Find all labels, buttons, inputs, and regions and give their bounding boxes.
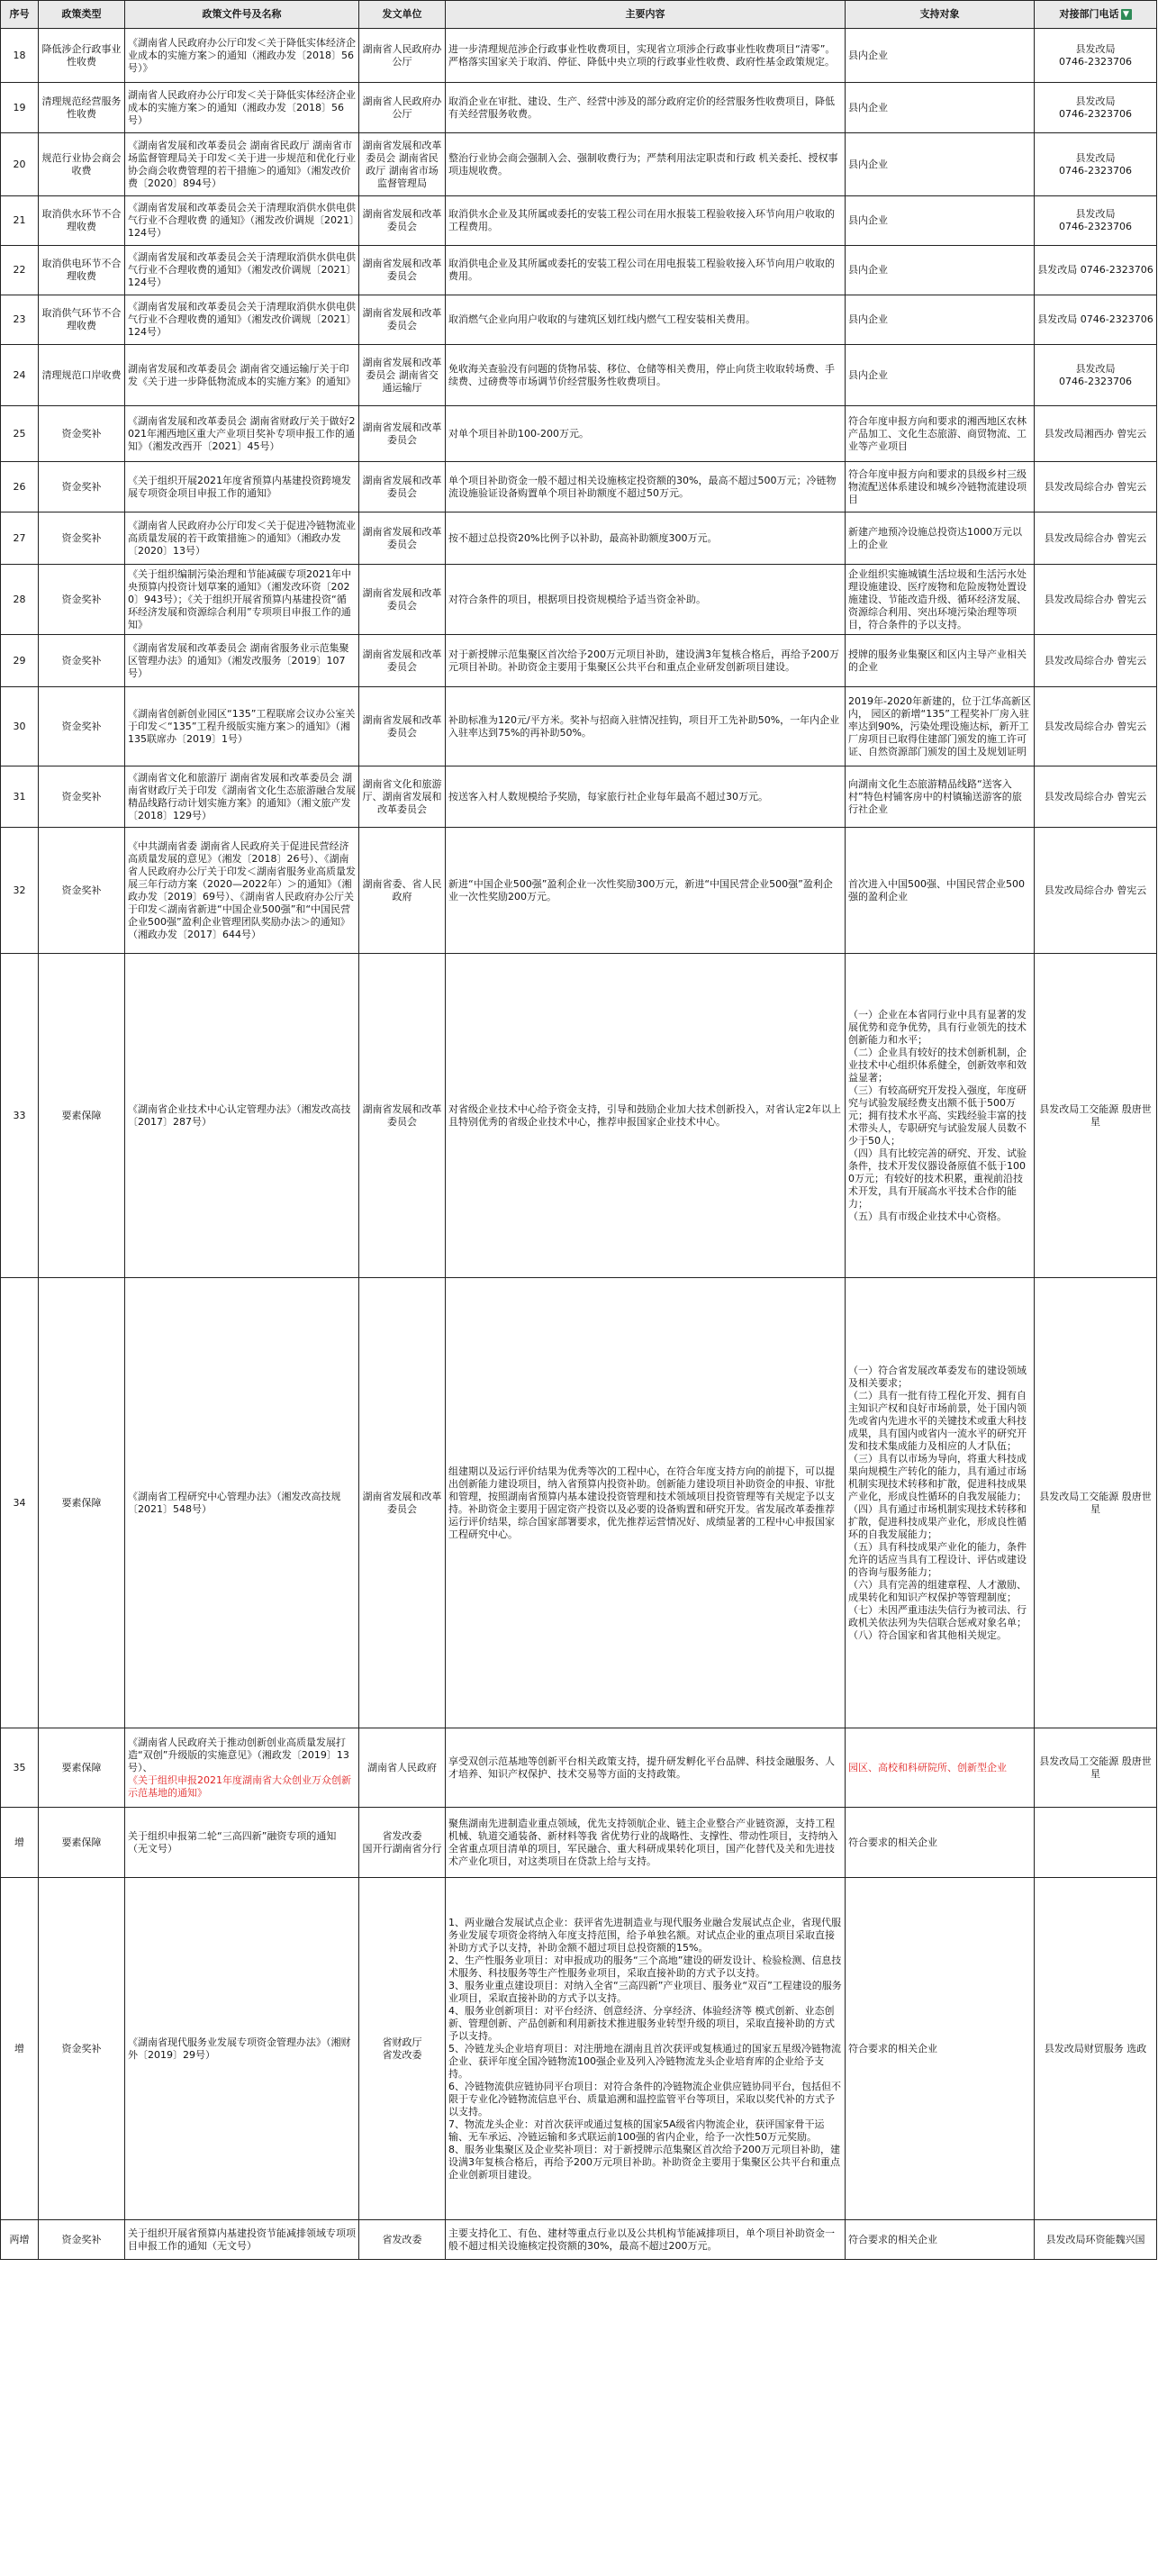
cell-no[interactable]: 35 <box>1 1728 39 1808</box>
table-row <box>1 828 1157 954</box>
cell-main-content-text: 主要支持化工、有色、建材等重点行业以及公共机构节能减排项目，单个项目补助资金一般不超过相关设施核定投资额的30%，最高不超过200万元。 <box>448 2227 835 2252</box>
cell-policy-doc[interactable] <box>125 462 359 512</box>
cell-policy-type[interactable]: 清理规范口岸收费 <box>39 345 125 406</box>
cell-main-content[interactable] <box>446 766 846 828</box>
cell-no[interactable]: 28 <box>1 565 39 635</box>
cell-policy-type[interactable]: 资金奖补 <box>39 828 125 954</box>
cell-policy-type[interactable]: 取消供电环节不合理收费 <box>39 246 125 295</box>
cell-main-content[interactable] <box>446 1878 846 2220</box>
cell-contact[interactable]: 县发改局湘西办 曾宪云 <box>1035 406 1157 462</box>
cell-contact[interactable]: 县发改局综合办 曾宪云 <box>1035 687 1157 766</box>
cell-contact[interactable]: 县发改局工交能源 殷唐世星 <box>1035 1728 1157 1808</box>
cell-main-content-text: 4、服务业创新项目：对平台经济、创意经济、分享经济、体验经济等 模式创新、业态创新、管理创新、产品创新和利用新技术推进服务业转型升级的项目，采取直接补助的方式予以支持。 <box>448 2004 835 2042</box>
cell-issuer[interactable]: 湖南省人民政府办公厅 <box>359 83 446 133</box>
cell-policy-type[interactable]: 清理规范经营服务性收费 <box>39 83 125 133</box>
cell-policy-doc[interactable] <box>125 29 359 83</box>
cell-policy-doc-text: 关于组织开展省预算内基建投资节能减排领域专项项目申报工作的通知（无文号） <box>128 2227 356 2252</box>
cell-policy-doc[interactable] <box>125 345 359 406</box>
cell-contact[interactable]: 县发改局 0746-2323706 <box>1035 83 1157 133</box>
cell-contact[interactable]: 县发改局环资能魏兴国 <box>1035 2220 1157 2260</box>
cell-policy-doc-text: 《湖南省现代服务业发展专项资金管理办法》（湘财外〔2019〕29号） <box>128 2036 351 2061</box>
table-row <box>1 1278 1157 1728</box>
cell-main-content[interactable] <box>446 565 846 635</box>
cell-issuer[interactable]: 湖南省发展和改革委员会 <box>359 196 446 246</box>
cell-policy-doc-text: 《湖南省发展和改革委员会关于清理取消供水供电供气行业不合理收费 的通知》（湘发改价调规〔2021〕124号） <box>128 202 356 239</box>
cell-support-target[interactable] <box>846 462 1035 512</box>
cell-contact[interactable]: 县发改局综合办 曾宪云 <box>1035 766 1157 828</box>
cell-main-content[interactable] <box>446 1728 846 1808</box>
cell-contact[interactable]: 县发改局综合办 曾宪云 <box>1035 828 1157 954</box>
cell-main-content[interactable] <box>446 295 846 345</box>
cell-policy-type[interactable]: 取消供水环节不合理收费 <box>39 196 125 246</box>
cell-policy-doc[interactable] <box>125 1278 359 1728</box>
cell-no[interactable]: 22 <box>1 246 39 295</box>
cell-support-target[interactable] <box>846 1808 1035 1878</box>
cell-main-content-text: 享受双创示范基地等创新平台相关政策支持，提升研发孵化平台品牌、科技金融服务、人才培养、知识产权保护、技术交易等方面的支持政策。 <box>448 1755 835 1780</box>
cell-policy-doc[interactable] <box>125 1878 359 2220</box>
cell-policy-doc[interactable] <box>125 196 359 246</box>
cell-main-content[interactable] <box>446 196 846 246</box>
table-row <box>1 1728 1157 1808</box>
cell-support-target-text: 新建产地预冷设施总投资达1000万元以上的企业 <box>848 525 1022 550</box>
table-row <box>1 29 1157 83</box>
cell-policy-doc-text: 《湖南省企业技术中心认定管理办法》（湘发改高技〔2017〕287号） <box>128 1102 351 1128</box>
cell-main-content-text: 对单个项目补助100-200万元。 <box>448 427 589 440</box>
cell-no[interactable]: 29 <box>1 635 39 687</box>
cell-main-content-text: 取消供水企业及其所属或委托的安装工程公司在用水报装工程验收接入环节向用户收取的工程费用。 <box>448 208 835 232</box>
cell-policy-doc[interactable] <box>125 295 359 345</box>
cell-main-content[interactable] <box>446 828 846 954</box>
cell-no[interactable]: 30 <box>1 687 39 766</box>
cell-policy-doc-text: 《湖南省文化和旅游厅 湖南省发展和改革委员会 湖南省财政厅关于印发《湖南省文化生态旅游融合发展精品线路行动计划实施方案》的通知》（湘文旅产发〔2018〕129号） <box>128 771 356 821</box>
cell-policy-type[interactable]: 资金奖补 <box>39 635 125 687</box>
cell-support-target[interactable] <box>846 345 1035 406</box>
cell-policy-doc[interactable] <box>125 2220 359 2260</box>
cell-issuer[interactable]: 省发改委 国开行湖南省分行 <box>359 1808 446 1878</box>
cell-policy-doc[interactable] <box>125 766 359 828</box>
cell-support-target-text: 授牌的服务业集聚区和区内主导产业相关的企业 <box>848 648 1027 673</box>
cell-support-target[interactable] <box>846 29 1035 83</box>
cell-policy-type[interactable]: 要素保障 <box>39 1728 125 1808</box>
cell-support-target-text: 符合要求的相关企业 <box>848 2233 937 2245</box>
cell-no[interactable]: 增 <box>1 1808 39 1878</box>
cell-contact[interactable]: 县发改局综合办 曾宪云 <box>1035 565 1157 635</box>
cell-policy-doc-text: 《湖南省人民政府办公厅印发＜关于降低实体经济企业成本的实施方案＞的通知（湘政办发〔2018〕56号）》 <box>128 36 356 74</box>
cell-main-content-text: 对于新授牌示范集聚区首次给予200万元项目补助，建设满3年复核合格后，再给予200万元项目补助。补助资金主要用于集聚区公共平台和重点企业研发创新项目建设。 <box>448 648 839 673</box>
cell-policy-doc[interactable] <box>125 565 359 635</box>
cell-support-target[interactable] <box>846 828 1035 954</box>
cell-support-target-text: 县内企业 <box>848 368 888 381</box>
cell-policy-doc-text: 《湖南省发展和改革委员会 湖南省民政厅 湖南省市场监督管理局关于印发＜关于进一步规范和优化行业协会商会收费管理的若干措施＞的通知》（湘发改价费〔2020〕894号） <box>128 139 356 189</box>
cell-support-target-text: （二）具有一批有待工程化开发、拥有自主知识产权和良好市场前景，处于国内领先或省内先进水平的关键技术或重大科技成果，具有国内或省内一流水平的研究开发和技术集成能力及相应的人才队伍； <box>848 1389 1027 1452</box>
cell-main-content[interactable] <box>446 635 846 687</box>
cell-main-content[interactable] <box>446 345 846 406</box>
cell-support-target-text: 园区、高校和科研院所、创新型企业 <box>848 1761 1007 1773</box>
cell-issuer[interactable]: 湖南省发展和改革委员会 <box>359 954 446 1278</box>
cell-main-content-text: 按不超过总投资20%比例予以补助，最高补助额度300万元。 <box>448 531 718 544</box>
cell-policy-type[interactable]: 取消供气环节不合理收费 <box>39 295 125 345</box>
header-no[interactable]: 序号 <box>1 1 39 29</box>
cell-main-content[interactable] <box>446 1808 846 1878</box>
cell-support-target-text: 县内企业 <box>848 313 888 325</box>
table-row <box>1 83 1157 133</box>
cell-main-content-text: 6、冷链物流供应链协同平台项目：对符合条件的冷链物流企业供应链协同平台，包括但不限于专业化冷链物流信息平台、质量追溯和温控监管平台等项目，采取以奖代补的方式予以支持。 <box>448 2080 841 2118</box>
cell-policy-type[interactable]: 降低涉企行政事业性收费 <box>39 29 125 83</box>
cell-support-target[interactable] <box>846 196 1035 246</box>
cell-main-content-text: 取消供电企业及其所属或委托的安装工程公司在用电报装工程验收接入环节向用户收取的费用。 <box>448 258 835 282</box>
cell-main-content-text: 免收海关查验没有问题的货物吊装、移位、仓储等相关费用，停止向货主收取转场费、手续费、过磅费等市场调节价经营服务性收费项目。 <box>448 362 835 387</box>
cell-main-content-text: 5、冷链龙头企业培育项目：对注册地在湖南且首次获评或复核通过的国家五星级冷链物流企业、获评年度全国冷链物流100强企业及列入冷链物流龙头企业培育库的企业给予支持。 <box>448 2042 841 2080</box>
cell-support-target[interactable] <box>846 954 1035 1278</box>
cell-main-content[interactable] <box>446 406 846 462</box>
cell-support-target-text: 县内企业 <box>848 264 888 276</box>
cell-policy-type[interactable]: 资金奖补 <box>39 2220 125 2260</box>
cell-support-target-text: 县内企业 <box>848 214 888 226</box>
table-row <box>1 462 1157 512</box>
cell-contact[interactable]: 县发改局综合办 曾宪云 <box>1035 512 1157 565</box>
cell-no[interactable]: 24 <box>1 345 39 406</box>
cell-issuer[interactable]: 湖南省发展和改革委员会 <box>359 406 446 462</box>
cell-issuer[interactable]: 湖南省委、省人民政府 <box>359 828 446 954</box>
cell-no[interactable]: 31 <box>1 766 39 828</box>
table-row <box>1 1808 1157 1878</box>
cell-support-target-text: 县内企业 <box>848 49 888 61</box>
cell-policy-doc[interactable] <box>125 406 359 462</box>
cell-policy-type[interactable]: 要素保障 <box>39 1808 125 1878</box>
cell-contact[interactable]: 县发改局工交能源 殷唐世星 <box>1035 954 1157 1278</box>
table-row <box>1 295 1157 345</box>
cell-support-target-text: 2019年-2020年新建的，位于江华高新区内， 园区的新增“135”工程奖补厂房入驻率达到90%，污染处理设施达标，新开工厂房项目已取得住建部门颁发的施工许可证、自然资源部门颁发的国土及规划证明 <box>848 694 1031 757</box>
cell-no[interactable]: 26 <box>1 462 39 512</box>
cell-support-target[interactable] <box>846 512 1035 565</box>
cell-issuer[interactable]: 省财政厅 省发改委 <box>359 1878 446 2220</box>
cell-support-target-text: （四）具有比较完善的研究、开发、试验条件，技术开发仪器设备原值不低于1000万元；有较好的技术积累，重视前沿技术开发，具有开展高水平技术合作的能力； <box>848 1147 1027 1210</box>
cell-support-target-text: 县内企业 <box>848 101 888 113</box>
cell-support-target[interactable] <box>846 1728 1035 1808</box>
table-body <box>1 29 1157 2260</box>
cell-contact[interactable]: 县发改局 0746-2323706 <box>1035 345 1157 406</box>
table-row <box>1 512 1157 565</box>
cell-policy-doc[interactable] <box>125 687 359 766</box>
table-row <box>1 246 1157 295</box>
cell-main-content-text: 新进“中国企业500强”盈利企业一次性奖励300万元，新进“中国民营企业500强”盈利企业一次性奖励200万元。 <box>448 877 833 903</box>
cell-support-target[interactable] <box>846 406 1035 462</box>
cell-issuer[interactable]: 湖南省发展和改革委员会 <box>359 462 446 512</box>
cell-issuer[interactable]: 湖南省发展和改革委员会 <box>359 295 446 345</box>
cell-policy-doc[interactable] <box>125 828 359 954</box>
table-row <box>1 565 1157 635</box>
table-row <box>1 2220 1157 2260</box>
cell-policy-doc-text: 《关于组织开展2021年度省预算内基建投资跨境发展专项资金项目申报工作的通知》 <box>128 474 351 499</box>
cell-policy-doc[interactable] <box>125 133 359 196</box>
cell-main-content-text: 对符合条件的项目，根据项目投资规模给予适当资金补助。 <box>448 593 706 605</box>
cell-policy-doc-text: 《湖南省发展和改革委员会 湖南省财政厅关于做好2021年湘西地区重大产业项目奖补专项申报工作的通知》（湘发改西开〔2021〕45号） <box>128 414 356 452</box>
cell-issuer[interactable]: 湖南省发展和改革委员会 <box>359 687 446 766</box>
cell-no[interactable]: 33 <box>1 954 39 1278</box>
cell-issuer[interactable]: 湖南省发展和改革委员会 <box>359 1278 446 1728</box>
cell-policy-type[interactable]: 资金奖补 <box>39 512 125 565</box>
cell-main-content[interactable] <box>446 512 846 565</box>
cell-issuer[interactable]: 省发改委 <box>359 2220 446 2260</box>
cell-contact[interactable]: 县发改局综合办 曾宪云 <box>1035 462 1157 512</box>
cell-main-content-text: 补助标准为120元/平方米。奖补与招商入驻情况挂钩，项目开工先补助50%，一年内企业入驻率达到75%的再补助50%。 <box>448 713 840 739</box>
cell-policy-doc-text: 《关于组织申报2021年度湖南省大众创业万众创新示范基地的通知》 <box>128 1773 351 1799</box>
cell-policy-doc-text: 《湖南省发展和改革委员会关于清理取消供水供电供气行业不合理收费的通知》（湘发改价调规〔2021〕124号） <box>128 251 356 288</box>
header-contact[interactable] <box>1035 1 1157 29</box>
cell-main-content-text: 取消燃气企业向用户收取的与建筑区划红线内燃气工程安装相关费用。 <box>448 313 755 325</box>
cell-policy-type[interactable]: 资金奖补 <box>39 766 125 828</box>
cell-support-target-text: 向湖南文化生态旅游精品线路“送客入村”特色村铺客房中的村镇输送游客的旅行社企业 <box>848 777 1022 815</box>
cell-main-content[interactable] <box>446 1278 846 1728</box>
cell-main-content-text: 8、服务业集聚区及企业奖补项目：对于新授牌示范集聚区首次给予200万元项目补助，建设满3年复核合格后，再给予200万元项目补助。补助资金主要用于集聚区公共平台和重点企业创新项目建设。 <box>448 2143 840 2181</box>
cell-support-target[interactable] <box>846 1878 1035 2220</box>
header-doc[interactable]: 政策文件号及名称 <box>125 1 359 29</box>
cell-contact[interactable]: 县发改局工交能源 殷唐世星 <box>1035 1278 1157 1728</box>
cell-main-content-text: 1、两业融合发展试点企业：获评省先进制造业与现代服务业融合发展试点企业，省现代服务业发展专项资金将纳入年度支持范围，给予单独名额。对试点企业的重点项目采取直接补助方式予以支持，补助金额不超过项目总投资额的15%。 <box>448 1916 841 1954</box>
cell-policy-doc[interactable] <box>125 1728 359 1808</box>
cell-support-target-text: （五）具有科技成果产业化的能力，条件允许的话应当具有工程设计、评估或建设的咨询与服务能力； <box>848 1540 1027 1578</box>
cell-contact[interactable]: 县发改局 0746-2323706 <box>1035 133 1157 196</box>
cell-main-content-text: 取消企业在审批、建设、生产、经营中涉及的部分政府定价的经营服务性收费项目，降低有关经营服务收费。 <box>448 95 835 120</box>
cell-policy-doc-text: 《湖南省人民政府关于推动创新创业高质量发展打造“双创”升级版的实施意见》（湘政发〔2019〕13号）、 <box>128 1736 349 1773</box>
cell-contact[interactable]: 县发改局 0746-2323706 <box>1035 196 1157 246</box>
cell-main-content-text: 组建期以及运行评价结果为优秀等次的工程中心，在符合年度支持方向的前提下，可以提出创新能力建设项目，纳入省预算内投资补助。创新能力建设项目补助资金的申报、审批和管理，按照湖南省预算内基本建设投资管理和技术领域项目投资管理等有关规定予以支持。补助资金主要用于固定资产投资以及必要的设备购置和研究开发。省发展改革委推荐运行评价结果，综合国家部署要求，优先推荐运营情况好、成绩显著的工程中心申报国家工程研究中心。 <box>448 1465 835 1540</box>
cell-support-target-text: （六）具有完善的组建章程、人才激励、成果转化和知识产权保护等管理制度； <box>848 1578 1027 1603</box>
cell-issuer[interactable]: 湖南省人民政府办公厅 <box>359 29 446 83</box>
cell-contact[interactable]: 县发改局综合办 曾宪云 <box>1035 635 1157 687</box>
cell-policy-doc[interactable] <box>125 635 359 687</box>
cell-policy-type[interactable]: 要素保障 <box>39 1278 125 1728</box>
cell-main-content-text: 对省级企业技术中心给予资金支持，引导和鼓励企业加大技术创新投入，对省认定2年以上且特别优秀的省级企业技术中心，推荐申报国家企业技术中心。 <box>448 1102 841 1128</box>
cell-no[interactable]: 23 <box>1 295 39 345</box>
cell-main-content[interactable] <box>446 2220 846 2260</box>
cell-issuer[interactable]: 湖南省文化和旅游厅、湖南省发展和改革委员会 <box>359 766 446 828</box>
cell-main-content-text: 3、服务业重点建设项目：对纳入全省“三高四新”产业项目、服务业“双百”工程建设的服务业项目，采取直接补助的方式予以支持。 <box>448 1979 842 2004</box>
cell-no[interactable]: 27 <box>1 512 39 565</box>
cell-contact[interactable] <box>1035 1808 1157 1878</box>
table-row <box>1 196 1157 246</box>
cell-no[interactable]: 18 <box>1 29 39 83</box>
table-row <box>1 766 1157 828</box>
cell-contact[interactable]: 县发改局财贸服务 选政 <box>1035 1878 1157 2220</box>
cell-main-content[interactable] <box>446 954 846 1278</box>
table-row <box>1 345 1157 406</box>
cell-support-target[interactable] <box>846 635 1035 687</box>
cell-main-content[interactable] <box>446 462 846 512</box>
cell-support-target-text: 符合要求的相关企业 <box>848 2042 937 2054</box>
cell-policy-doc-text: 湖南省人民政府办公厅印发＜关于降低实体经济企业成本的实施方案＞的通知（湘政办发〔2018〕56号） <box>128 88 356 126</box>
cell-issuer[interactable]: 湖南省发展和改革委员会 湖南省交通运输厅 <box>359 345 446 406</box>
table-row <box>1 133 1157 196</box>
cell-support-target-text: （三）有较高研究开发投入强度，年度研究与试验发展经费支出额不低于500万元；拥有技术水平高、实践经验丰富的技术带头人，专职研究与试验发展人员数不少于50人； <box>848 1084 1027 1147</box>
cell-policy-type[interactable]: 资金奖补 <box>39 565 125 635</box>
header-target[interactable]: 支持对象 <box>846 1 1035 29</box>
cell-support-target-text: 符合要求的相关企业 <box>848 1836 937 1848</box>
cell-support-target-text: 符合年度申报方向和要求的湘西地区农林产品加工、文化生态旅游、商贸物流、工业等产业项目 <box>848 414 1027 452</box>
cell-main-content-text: 整治行业协会商会强制入会、强制收费行为；严禁利用法定职责和行政 机关委托、授权事项违规收费。 <box>448 151 838 177</box>
cell-support-target[interactable] <box>846 2220 1035 2260</box>
table-row <box>1 954 1157 1278</box>
cell-support-target[interactable] <box>846 133 1035 196</box>
cell-main-content-text: 聚焦湖南先进制造业重点领域，优先支持领航企业、链主企业整合产业链资源，支持工程机械、轨道交通装备、新材料等我 省优势行业的战略性、支撑性、带动性项目，支持纳入全省重点项目清单的项目，军民融合、重大科研成果转化项目，国产化替代及关和先进技术产业化项目，对这类项目在贷款上给与支持。 <box>448 1817 838 1867</box>
cell-policy-type[interactable]: 资金奖补 <box>39 1878 125 2220</box>
cell-policy-doc[interactable] <box>125 246 359 295</box>
table-row <box>1 687 1157 766</box>
cell-policy-doc[interactable] <box>125 83 359 133</box>
cell-main-content-text: 2、生产性服务业项目：对申报成功的服务“三个高地”建设的研发设计、检验检测、信息技术服务、科技服务等生产性服务业项目，采取直接补助的方式予以支持。 <box>448 1954 842 1979</box>
cell-main-content-text: 7、物流龙头企业：对首次获评或通过复核的国家5A级省内物流企业，获评国家骨干运输、无车承运、冷链运输和多式联运前100强的省内企业，给予一次性50万元奖励。 <box>448 2118 825 2143</box>
cell-support-target[interactable] <box>846 1278 1035 1728</box>
cell-support-target-text: （三）具有以市场为导向，将重大科技成果向规模生产转化的能力，具有通过市场机制实现技术转移和扩散，促进科技成果产业化，形成良性循环的自我发展能力； <box>848 1452 1027 1502</box>
header-issuer[interactable]: 发文单位 <box>359 1 446 29</box>
cell-support-target-text: （七）未因严重违法失信行为被司法、行政机关依法列为失信联合惩戒对象名单； <box>848 1603 1027 1628</box>
cell-issuer[interactable]: 湖南省发展和改革委员会 湖南省民政厅 湖南省市场监督管理局 <box>359 133 446 196</box>
cell-policy-doc-text: 《湖南省人民政府办公厅印发＜关于促进冷链物流业高质量发展的若干政策措施＞的通知》（湘政办发〔2020〕13号） <box>128 519 356 557</box>
cell-main-content[interactable] <box>446 29 846 83</box>
cell-main-content-text: 按送客入村人数规模给予奖励，每家旅行社企业每年最高不超过30万元。 <box>448 790 768 803</box>
cell-main-content[interactable] <box>446 687 846 766</box>
filter-dropdown-icon[interactable]: ▼ <box>1121 9 1132 20</box>
header-content[interactable]: 主要内容 <box>446 1 846 29</box>
cell-support-target-text: （二）企业具有较好的技术创新机制，企业技术中心组织体系健全，创新效率和效益显著； <box>848 1046 1027 1084</box>
cell-issuer[interactable]: 湖南省人民政府 <box>359 1728 446 1808</box>
cell-policy-type[interactable]: 资金奖补 <box>39 462 125 512</box>
cell-policy-doc-text: 《湖南省发展和改革委员会关于清理取消供水供电供气行业不合理收费的通知》（湘发改价调规〔2021〕124号） <box>128 301 356 338</box>
cell-no[interactable]: 19 <box>1 83 39 133</box>
cell-support-target-text: （一）符合省发展改革委发布的建设领域及相关要求； <box>848 1364 1027 1389</box>
cell-policy-doc[interactable] <box>125 954 359 1278</box>
cell-issuer[interactable]: 湖南省发展和改革委员会 <box>359 635 446 687</box>
cell-support-target-text: 符合年度申报方向和要求的县级乡村三级物流配送体系建设和城乡冷链物流建设项目 <box>848 467 1027 505</box>
cell-policy-doc[interactable] <box>125 1808 359 1878</box>
cell-support-target-text: （五）具有市级企业技术中心资格。 <box>848 1210 1007 1222</box>
cell-main-content-text: 进一步清理规范涉企行政事业性收费项目，实现省立项涉企行政事业性收费项目“清零”。严格落实国家关于取消、停征、降低中央立项的行政事业性收费、政府性基金政策规定。 <box>448 42 836 68</box>
cell-support-target[interactable] <box>846 83 1035 133</box>
table-row <box>1 406 1157 462</box>
cell-policy-type[interactable]: 资金奖补 <box>39 687 125 766</box>
table-row <box>1 635 1157 687</box>
cell-support-target[interactable] <box>846 295 1035 345</box>
cell-no[interactable]: 21 <box>1 196 39 246</box>
cell-policy-type[interactable]: 要素保障 <box>39 954 125 1278</box>
cell-support-target[interactable] <box>846 687 1035 766</box>
cell-no[interactable]: 32 <box>1 828 39 954</box>
cell-policy-type[interactable]: 资金奖补 <box>39 406 125 462</box>
cell-support-target[interactable] <box>846 246 1035 295</box>
cell-issuer[interactable]: 湖南省发展和改革委员会 <box>359 512 446 565</box>
cell-issuer[interactable]: 湖南省发展和改革委员会 <box>359 246 446 295</box>
cell-policy-doc-text: 《湖南省发展和改革委员会 湖南省服务业示范集聚区管理办法》的通知》（湘发改服务〔2019〕107号） <box>128 641 349 679</box>
cell-issuer[interactable]: 湖南省发展和改革委员会 <box>359 565 446 635</box>
cell-main-content-text: 单个项目补助资金一般不超过相关设施核定投资额的30%，最高不超过500万元；冷链物流设施验证设备购置单个项目补助额度不超过50万元。 <box>448 474 837 499</box>
cell-contact[interactable]: 县发改局 0746-2323706 <box>1035 295 1157 345</box>
cell-no[interactable]: 25 <box>1 406 39 462</box>
cell-support-target-text: （八）符合国家和省其他相关规定。 <box>848 1628 1007 1641</box>
header-row <box>1 1 1157 29</box>
header-type[interactable]: 政策类型 <box>39 1 125 29</box>
cell-no[interactable]: 增 <box>1 1878 39 2220</box>
cell-support-target-text: 首次进入中国500强、中国民营企业500强的盈利企业 <box>848 877 1025 903</box>
cell-policy-doc-text: 《关于组织编制污染治理和节能减碳专项2021年中央预算内投资计划草案的通知》（湘发改环资〔2020〕943号）；《关于组织开展省预算内基建投资“循环经济发展和资源综合利用”专项项目申报工作的通知》 <box>128 567 351 630</box>
cell-no[interactable]: 34 <box>1 1278 39 1728</box>
cell-policy-doc-text: 湖南省发展和改革委员会 湖南省交通运输厅关于印发《关于进一步降低物流成本的实施方案》的通知》 <box>128 362 356 387</box>
cell-no[interactable]: 两增 <box>1 2220 39 2260</box>
cell-policy-doc-text: 关于组织申报第二轮“三高四新”融资专项的通知（无文号） <box>128 1829 337 1855</box>
cell-contact[interactable]: 县发改局 0746-2323706 <box>1035 246 1157 295</box>
cell-policy-doc-text: 《湖南省工程研究中心管理办法》（湘发改高技规〔2021〕548号） <box>128 1490 341 1515</box>
cell-main-content[interactable] <box>446 83 846 133</box>
cell-policy-doc-text: 《湖南省创新创业园区“135”工程联席会议办公室关于印发＜“135”工程升级版实施方案＞的通知》（湘135联席办〔2019〕1号） <box>128 707 356 745</box>
cell-no[interactable]: 20 <box>1 133 39 196</box>
table-row <box>1 1878 1157 2220</box>
cell-main-content[interactable] <box>446 246 846 295</box>
cell-policy-type[interactable]: 规范行业协会商会收费 <box>39 133 125 196</box>
cell-support-target-text: （四）具有通过市场机制实现技术转移和扩散，促进科技成果产业化，形成良性循环的自我发展能力； <box>848 1502 1027 1540</box>
cell-support-target-text: （一）企业在本省同行业中具有显著的发展优势和竞争优势，具有行业领先的技术创新能力和水平； <box>848 1008 1027 1046</box>
cell-support-target[interactable] <box>846 766 1035 828</box>
cell-policy-doc[interactable] <box>125 512 359 565</box>
cell-support-target-text: 县内企业 <box>848 158 888 170</box>
header-contact-label: 对接部门电话 <box>1059 8 1119 20</box>
cell-policy-doc-text: 《中共湖南省委 湖南省人民政府关于促进民营经济高质量发展的意见》（湘发〔2018〕26号）、《湖南省人民政府办公厅关于印发＜湖南省服务业高质量发展三年行动方案（2020—2022年）＞的通知》（湘政办发〔2019〕69号）、《湖南省人民政府办公厅关于印发＜湖南省新进“中国企业500强”和“中国民营企业500强”盈利企业管理团队奖励办法＞的通知》（湘政办发〔2017〕644号） <box>128 839 356 940</box>
cell-support-target[interactable] <box>846 565 1035 635</box>
cell-contact[interactable]: 县发改局 0746-2323706 <box>1035 29 1157 83</box>
cell-main-content[interactable] <box>446 133 846 196</box>
cell-support-target-text: 企业组织实施城镇生活垃圾和生活污水处理设施建设、医疗废物和危险废物处置设施建设、节能改造升级、循环经济发展、资源综合利用、突出环境污染治理等项目，符合条件的予以支持。 <box>848 567 1027 630</box>
